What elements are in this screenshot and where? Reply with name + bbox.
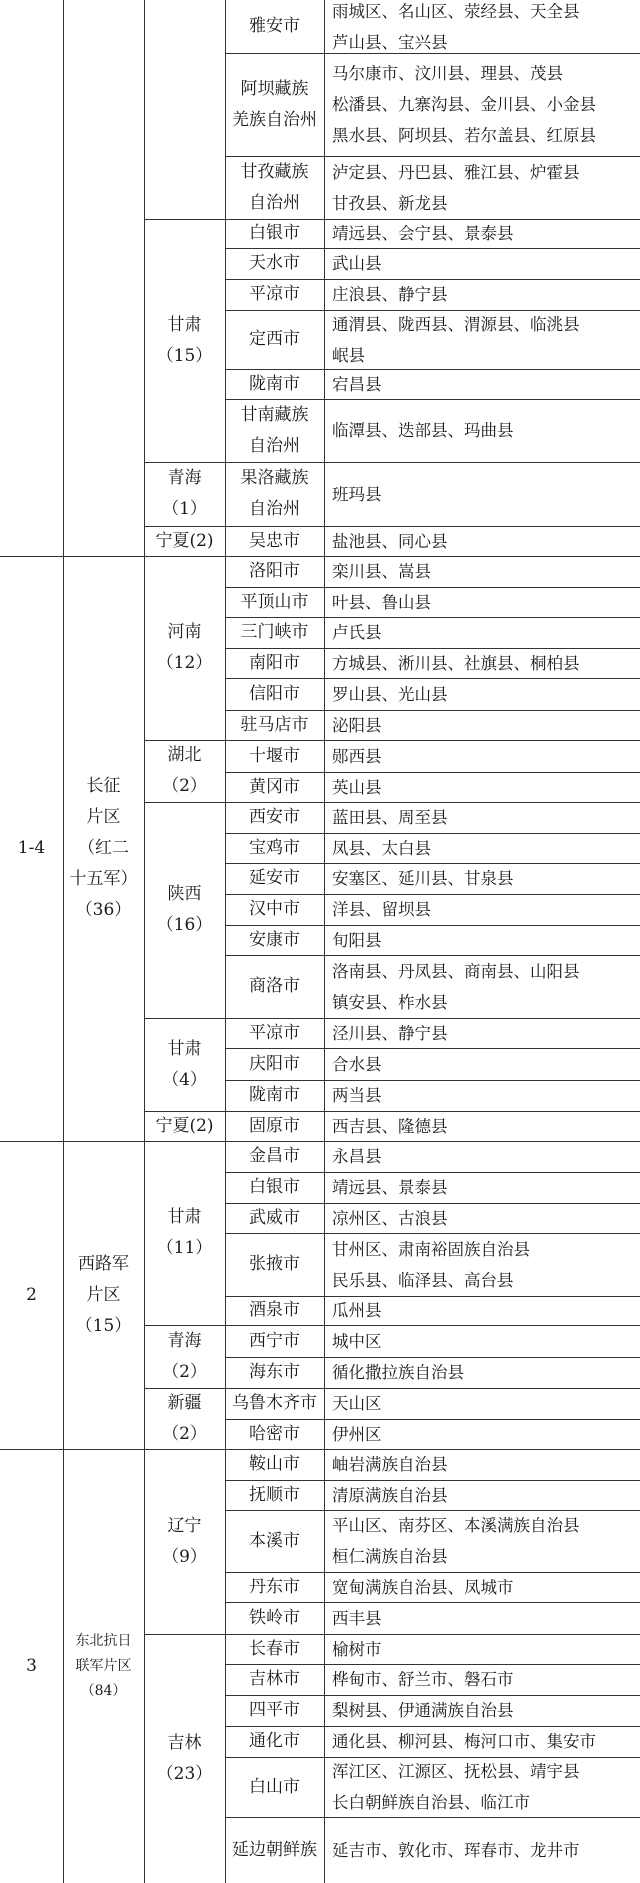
city-cell: 宝鸡市	[249, 837, 300, 858]
counties-cell: 靖远县、会宁县、景泰县	[332, 224, 514, 243]
province-cell: 宁夏(2)	[155, 530, 214, 551]
section-number-cell: 3	[26, 1655, 37, 1676]
city-cell: 西宁市	[249, 1330, 300, 1351]
city-cell: 安康市	[249, 929, 300, 950]
counties-cell: 桦甸市、舒兰市、磐石市	[332, 1670, 514, 1689]
section-number-cell: 1-4	[17, 838, 46, 858]
province-cell: 青海 （2）	[162, 1330, 207, 1382]
province-cell: 青海 （1）	[162, 468, 207, 519]
city-cell: 甘孜藏族 自治州	[240, 161, 309, 213]
counties-cell: 洋县、留坝县	[332, 900, 431, 919]
city-cell: 酒泉市	[249, 1300, 300, 1320]
counties-cell: 蓝田县、周至县	[332, 808, 448, 827]
city-cell: 武威市	[249, 1207, 300, 1228]
counties-cell: 西丰县	[332, 1608, 382, 1628]
counties-cell: 雨城区、名山区、荥经县、天全县 芦山县、宝兴县	[332, 1, 580, 52]
counties-cell: 罗山县、光山县	[332, 684, 448, 704]
city-cell: 鞍山市	[249, 1454, 300, 1474]
counties-cell: 栾川县、嵩县	[332, 562, 431, 581]
counties-cell: 榆树市	[332, 1639, 382, 1659]
grid-line-vertical	[225, 0, 226, 1883]
district-cell	[63, 0, 144, 556]
city-cell: 吴忠市	[249, 530, 300, 551]
city-cell: 黄冈市	[249, 776, 300, 797]
counties-cell: 宕昌县	[332, 374, 382, 394]
counties-cell: 浑江区、江源区、抚松县、靖宇县 长白朝鲜族自治县、临江市	[332, 1762, 580, 1812]
city-cell: 甘南藏族 自治州	[240, 404, 309, 456]
counties-cell: 泌阳县	[332, 715, 382, 735]
province-cell: 陕西 （16）	[156, 884, 213, 935]
counties-cell: 泾川县、静宁县	[332, 1023, 448, 1043]
counties-cell: 叶县、鲁山县	[332, 592, 431, 612]
province-cell: 甘肃 （15）	[156, 314, 213, 366]
province-cell: 甘肃 （4）	[162, 1038, 207, 1090]
city-cell: 本溪市	[249, 1530, 300, 1551]
city-cell: 定西市	[249, 329, 300, 349]
city-cell: 四平市	[249, 1700, 300, 1720]
counties-cell: 宽甸满族自治县、凤城市	[332, 1577, 514, 1597]
district-cell: 长征 片区 （红二 十五军） （36）	[69, 776, 138, 920]
counties-cell: 临潭县、迭部县、玛曲县	[332, 421, 514, 440]
city-cell: 陇南市	[249, 1085, 300, 1105]
city-cell: 西安市	[249, 807, 300, 827]
city-cell: 吉林市	[249, 1669, 300, 1689]
counties-cell: 瓜州县	[332, 1301, 382, 1320]
province-cell	[144, 0, 225, 219]
city-cell: 金昌市	[249, 1146, 300, 1166]
counties-cell: 平山区、南芬区、本溪满族自治县 桓仁满族自治县	[332, 1516, 580, 1566]
city-cell: 十堰市	[249, 745, 300, 766]
counties-cell: 卢氏县	[332, 623, 382, 642]
city-cell: 南阳市	[249, 652, 300, 673]
grid-line-vertical	[63, 0, 64, 1883]
city-cell: 固原市	[249, 1115, 300, 1136]
city-cell: 平凉市	[249, 284, 300, 304]
counties-cell: 西吉县、隆德县	[332, 1116, 448, 1136]
district-cell: 东北抗日 联军片区 （84）	[75, 1632, 132, 1699]
city-cell: 张掖市	[249, 1254, 300, 1274]
counties-cell: 永昌县	[332, 1147, 382, 1166]
city-cell: 海东市	[249, 1362, 300, 1382]
counties-cell: 循化撒拉族自治县	[332, 1363, 464, 1382]
city-cell: 平凉市	[249, 1022, 300, 1043]
counties-cell: 清原满族自治县	[332, 1485, 448, 1505]
province-cell: 河南 （12）	[156, 622, 213, 673]
province-cell: 吉林 （23）	[156, 1732, 213, 1784]
city-cell: 信阳市	[249, 683, 300, 704]
city-cell: 铁岭市	[249, 1607, 300, 1628]
counties-cell: 天山区	[332, 1394, 382, 1413]
city-cell: 陇南市	[249, 373, 300, 394]
city-cell: 丹东市	[249, 1576, 300, 1597]
city-cell: 哈密市	[249, 1423, 300, 1444]
city-cell: 庆阳市	[249, 1053, 300, 1074]
counties-cell: 凤县、太白县	[332, 838, 431, 858]
counties-cell: 合水县	[332, 1054, 382, 1074]
counties-cell: 城中区	[332, 1331, 382, 1351]
section-number-cell	[0, 0, 63, 556]
counties-cell: 甘州区、肃南裕固族自治县 民乐县、临泽县、高台县	[332, 1239, 530, 1290]
counties-cell: 武山县	[332, 254, 382, 273]
counties-cell: 延吉市、敦化市、珲春市、龙井市	[332, 1840, 580, 1860]
counties-cell: 泸定县、丹巴县、雅江县、炉霍县 甘孜县、新龙县	[332, 162, 580, 213]
province-cell: 宁夏(2)	[155, 1115, 214, 1136]
city-cell: 平顶山市	[240, 591, 309, 612]
city-cell: 抚顺市	[249, 1484, 300, 1505]
counties-cell: 洛南县、丹凤县、商南县、山阳县 镇安县、柞水县	[332, 961, 580, 1012]
city-cell: 乌鲁木齐市	[232, 1393, 317, 1413]
city-cell: 白山市	[249, 1776, 300, 1797]
city-cell: 延安市	[249, 868, 300, 888]
province-cell: 新疆 （2）	[162, 1392, 207, 1444]
province-cell: 辽宁 （9）	[162, 1515, 207, 1567]
counties-cell: 英山县	[332, 777, 382, 797]
counties-cell: 通化县、柳河县、梅河口市、集安市	[332, 1732, 596, 1751]
counties-cell: 旬阳县	[332, 930, 382, 950]
grid-line-vertical	[324, 0, 325, 1883]
city-cell: 果洛藏族 自治州	[240, 468, 309, 519]
province-cell: 甘肃 （11）	[156, 1207, 213, 1258]
province-cell: 湖北 （2）	[162, 745, 207, 796]
city-cell: 汉中市	[249, 899, 300, 919]
counties-cell: 伊州区	[332, 1424, 382, 1444]
city-cell: 通化市	[249, 1731, 300, 1751]
counties-cell: 班玛县	[332, 484, 382, 504]
district-cell: 西路军 片区 （15）	[75, 1253, 132, 1336]
counties-cell: 郧西县	[332, 746, 382, 766]
counties-cell: 岫岩满族自治县	[332, 1455, 448, 1474]
city-cell: 天水市	[249, 253, 300, 273]
counties-cell: 通渭县、陇西县、渭源县、临洮县 岷县	[332, 314, 580, 365]
counties-cell: 安塞区、延川县、甘泉县	[332, 869, 514, 888]
counties-cell: 凉州区、古浪县	[332, 1208, 448, 1228]
counties-cell: 马尔康市、汶川县、理县、茂县 松潘县、九寨沟县、金川县、小金县 黑水县、阿坝县、若尔盖县、红原县	[332, 64, 596, 145]
city-cell: 洛阳市	[249, 561, 300, 581]
city-cell: 延边朝鲜族	[232, 1839, 317, 1860]
counties-cell: 庄浪县、静宁县	[332, 285, 448, 304]
city-cell: 白银市	[249, 1177, 300, 1197]
section-number-cell: 2	[26, 1284, 37, 1305]
grid-line-vertical	[144, 0, 145, 1883]
city-cell: 三门峡市	[240, 622, 309, 642]
counties-cell: 梨树县、伊通满族自治县	[332, 1701, 514, 1720]
city-cell: 白银市	[249, 223, 300, 243]
city-cell: 阿坝藏族 羌族自治州	[232, 78, 317, 130]
city-cell: 商洛市	[249, 976, 300, 996]
city-cell: 长春市	[249, 1638, 300, 1659]
counties-cell: 靖远县、景泰县	[332, 1178, 448, 1197]
counties-cell: 方城县、淅川县、社旗县、桐柏县	[332, 653, 580, 673]
city-cell: 驻马店市	[240, 714, 309, 735]
counties-cell: 盐池县、同心县	[332, 531, 448, 551]
counties-cell: 两当县	[332, 1086, 382, 1105]
city-cell: 雅安市	[249, 16, 300, 36]
